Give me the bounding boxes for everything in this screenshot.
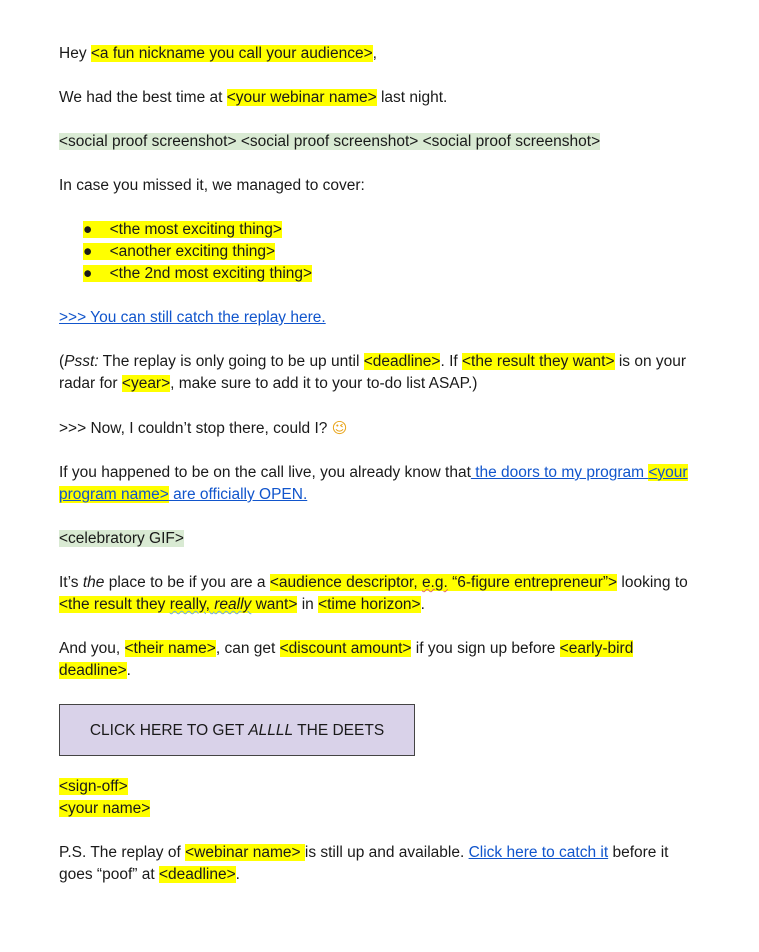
ps-deadline-placeholder: <deadline> <box>158 866 236 883</box>
list-item <box>59 219 699 241</box>
list-item-text: <another exciting thing> <box>109 243 276 260</box>
list-item-text: <the 2nd most exciting thing> <box>109 265 313 282</box>
gif-placeholder: <celebratory GIF> <box>59 530 184 547</box>
replay-line <box>59 307 699 329</box>
psst-label: Psst: <box>64 353 99 370</box>
social-proof-placeholder: <social proof screenshot> <box>240 133 419 150</box>
ps-webinar-name-placeholder: <webinar name> <box>185 844 305 861</box>
deadline-placeholder: <deadline> <box>363 353 441 370</box>
bullet-icon: ● <box>83 265 93 282</box>
early-bird-deadline-placeholder: <early-bird deadline> <box>59 640 634 679</box>
greeting-line <box>59 43 699 65</box>
year-placeholder: <year> <box>121 375 171 392</box>
cant-stop-line: >>> Now, I couldn’t stop there, could I? 😉 <box>59 419 348 437</box>
list-item <box>59 241 699 263</box>
missed-line: In case you missed it, we managed to cover: <box>59 177 365 194</box>
discount-paragraph: And you, <their name>, can get <discount amount> if you sign up before <early-bird deadline>. <box>59 640 634 679</box>
place-paragraph: It’s the place to be if you are a <audience descriptor, e.g. “6-figure entrepreneur”> looking to <the result they really, really want> in <time horizon>. <box>59 574 688 613</box>
catch-replay-link[interactable]: Click here to catch it <box>468 844 609 861</box>
result-really-placeholder: <the result they really, really want> <box>59 596 298 613</box>
bullet-icon: ● <box>83 221 93 238</box>
time-horizon-placeholder: <time horizon> <box>318 596 421 613</box>
intro-suffix: last night. <box>376 89 448 106</box>
their-name-placeholder: <their name> <box>124 640 216 657</box>
get-the-deets-button[interactable]: CLICK HERE TO GET ALLLL THE DEETS <box>59 704 415 756</box>
signature-block <box>59 776 699 820</box>
doors-paragraph: If you happened to be on the call live, you already know that the doors to my program <your program name> are officially OPEN. <box>59 464 688 503</box>
social-proof-line <box>59 131 699 153</box>
list-item <box>59 263 699 285</box>
your-name-placeholder: <your name> <box>59 800 151 817</box>
psst-paragraph: (Psst: The replay is only going to be up until <deadline>. If <the result they want> is on your radar for <year>, make sure to add it to your to-do list ASAP.) <box>59 353 687 392</box>
nickname-placeholder: <a fun nickname you call your audience> <box>90 45 373 62</box>
cta-container <box>59 704 699 756</box>
audience-descriptor-placeholder: <audience descriptor, e.g. “6-figure entrepreneur”> <box>269 574 618 591</box>
greeting-suffix: , <box>372 45 377 62</box>
gif-line <box>59 528 699 550</box>
social-proof-placeholder: <social proof screenshot> <box>422 133 601 150</box>
email-document <box>59 43 699 908</box>
intro-line <box>59 87 699 109</box>
intro-prefix: We had the best time at <box>59 89 227 106</box>
ps-paragraph: P.S. The replay of <webinar name> is still up and available. Click here to catch it before it goes “poof” at <deadline>. <box>59 844 669 883</box>
program-name-placeholder: <your program name> <box>59 464 688 503</box>
webinar-name-placeholder: <your webinar name> <box>226 89 377 106</box>
winking-face-icon: 😉 <box>331 419 348 437</box>
discount-amount-placeholder: <discount amount> <box>279 640 412 657</box>
covered-list <box>59 219 699 285</box>
bullet-icon: ● <box>83 243 93 260</box>
replay-link[interactable]: >>> You can still catch the replay here. <box>59 309 326 326</box>
result-placeholder: <the result they want> <box>462 353 615 370</box>
sign-off-placeholder: <sign-off> <box>59 778 128 795</box>
program-link[interactable]: the doors to my program <your program name> are officially OPEN. <box>59 464 688 503</box>
greeting-prefix: Hey <box>59 45 91 62</box>
list-item-text: <the most exciting thing> <box>109 221 282 238</box>
social-proof-placeholder: <social proof screenshot> <box>59 133 237 150</box>
